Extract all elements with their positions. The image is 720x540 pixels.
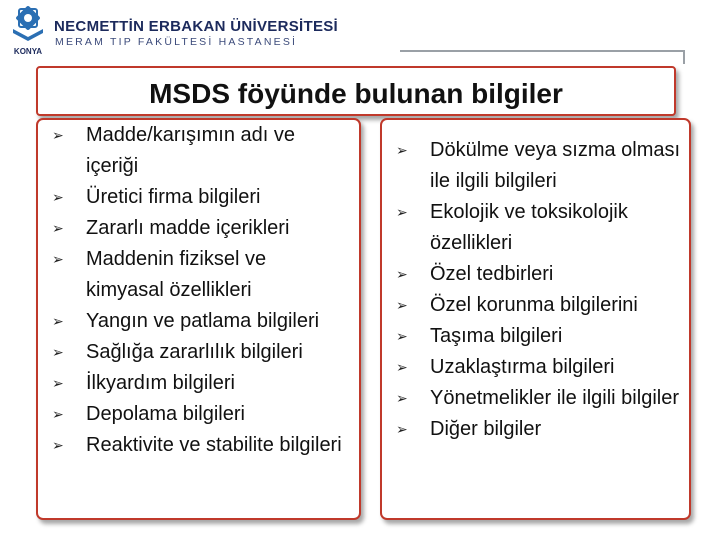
list-item [38,182,344,213]
arrow-bullet-icon: ➢ [396,328,408,344]
list-item-text: Taşıma bilgileri [430,325,563,347]
arrow-bullet-icon: ➢ [396,266,408,282]
list-item-text: İlkyardım bilgileri [86,372,235,394]
list-item [382,383,682,414]
arrow-bullet-icon: ➢ [52,406,64,422]
list-item-text: Özel tedbirleri [430,263,554,285]
arrow-bullet-icon: ➢ [396,297,408,313]
arrow-bullet-icon: ➢ [52,344,64,360]
hospital-name: MERAM TIP FAKÜLTESİ HASTANESİ [55,36,298,48]
list-item [382,197,682,259]
arrow-bullet-icon: ➢ [52,220,64,236]
list-item-text: Maddenin fiziksel ve kimyasal özellikleri [86,248,267,301]
arrow-bullet-icon: ➢ [396,421,408,437]
right-list [382,135,682,445]
list-item [382,352,682,383]
header-rule [400,50,685,52]
list-item [382,414,682,445]
list-item-text: Yangın ve patlama bilgileri [86,310,320,332]
list-item [382,321,682,352]
list-item [38,399,344,430]
slide-title: MSDS föyünde bulunan bilgiler [149,78,563,109]
list-item-text: Ekolojik ve toksikolojik özellikleri [430,201,628,254]
list-item-text: Özel korunma bilgilerini [430,294,638,316]
arrow-bullet-icon: ➢ [396,204,408,220]
arrow-bullet-icon: ➢ [52,127,64,143]
list-item [382,135,682,197]
list-item-text: Zararlı madde içerikleri [86,217,290,239]
svg-text:KONYA: KONYA [13,47,43,56]
university-name: NECMETTİN ERBAKAN ÜNİVERSİTESİ [54,18,339,35]
header-rule-corner [683,50,685,64]
list-item-text: Reaktivite ve stabilite bilgileri [86,434,342,456]
list-item-text: Yönetmelikler ile ilgili bilgiler [430,387,679,409]
left-list [38,120,344,461]
list-item [38,430,344,461]
arrow-bullet-icon: ➢ [52,375,64,391]
list-item [382,290,682,321]
list-item-text: Üretici firma bilgileri [86,186,261,208]
title-box [36,66,676,116]
list-item [382,259,682,290]
list-item [38,213,344,244]
list-item-text: Uzaklaştırma bilgileri [430,356,615,378]
list-item-text: Diğer bilgiler [430,418,542,440]
list-item-text: Sağlığa zararlılık bilgileri [86,341,303,363]
arrow-bullet-icon: ➢ [396,390,408,406]
arrow-bullet-icon: ➢ [396,142,408,158]
arrow-bullet-icon: ➢ [52,437,64,453]
list-item-text: Madde/karışımın adı ve içeriği [86,124,295,177]
list-item [38,120,344,182]
left-panel [36,118,361,520]
arrow-bullet-icon: ➢ [396,359,408,375]
list-item [38,368,344,399]
list-item-text: Dökülme veya sızma olması ile ilgili bilgileri [430,139,681,192]
right-panel [380,118,691,520]
list-item [38,244,344,306]
list-item [38,306,344,337]
list-item [38,337,344,368]
arrow-bullet-icon: ➢ [52,189,64,205]
list-item-text: Depolama bilgileri [86,403,245,425]
arrow-bullet-icon: ➢ [52,313,64,329]
university-logo [5,3,51,59]
header [0,0,720,62]
arrow-bullet-icon: ➢ [52,251,64,267]
